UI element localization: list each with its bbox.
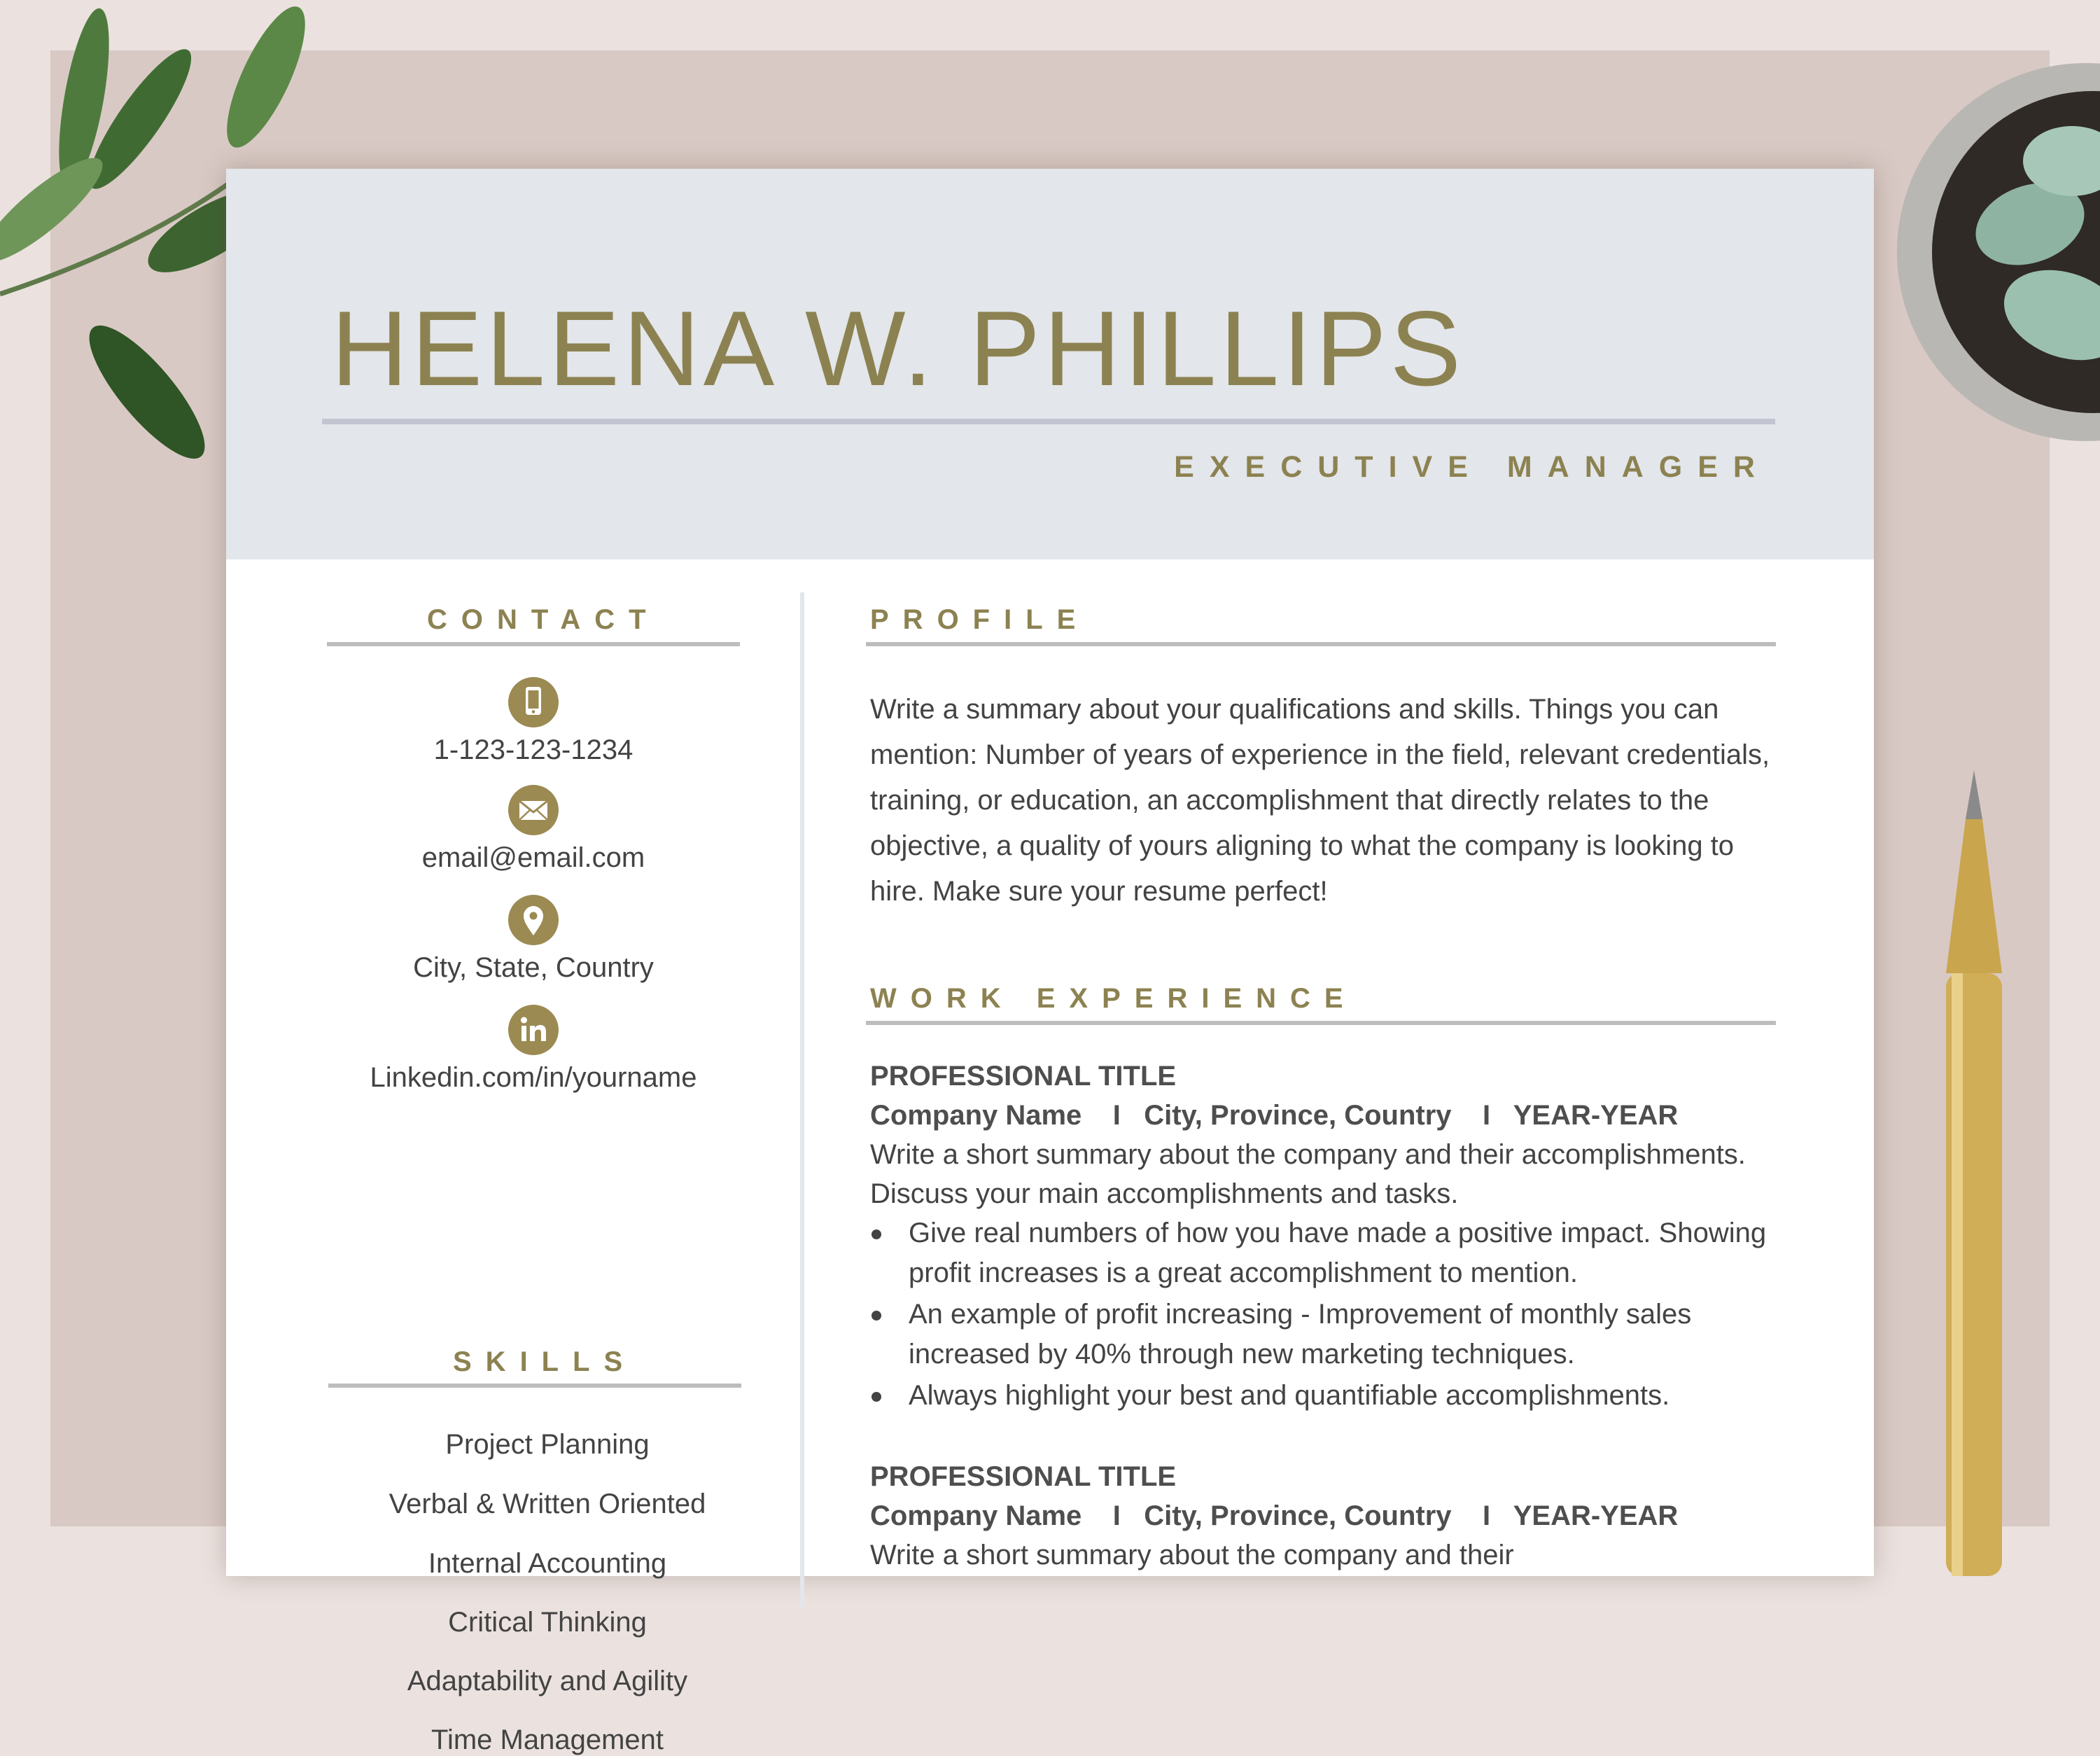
header-divider [322, 419, 1775, 424]
job-entry [870, 1057, 1780, 1417]
contact-location [327, 895, 740, 984]
skill-item: Verbal & Written Oriented [388, 1489, 706, 1519]
job-title: PROFESSIONAL TITLE [870, 1461, 1177, 1492]
column-divider [800, 592, 804, 1608]
resume-page [226, 169, 1874, 1755]
succulent-pot-decoration [1890, 84, 2100, 532]
job-summary: Write a short summary about the company and their accomplishments. Discuss your main accomplishments and tasks. [870, 1139, 1746, 1209]
job-summary: Write a short summary about the company and their [870, 1540, 1514, 1570]
resume-header [226, 169, 1874, 559]
skill-item: Adaptability and Agility [407, 1666, 688, 1696]
location-text: City, State, Country [413, 952, 654, 983]
gold-pen-decoration [1904, 763, 2044, 1576]
skill-item: Time Management [431, 1724, 664, 1755]
skills-heading: SKILLS [453, 1346, 637, 1377]
skill-item: Critical Thinking [448, 1607, 647, 1638]
skill-item: Internal Accounting [428, 1548, 667, 1579]
linkedin-icon [508, 1005, 559, 1055]
candidate-role: EXECUTIVE MANAGER [1174, 450, 1770, 484]
skill-item: Project Planning [445, 1429, 650, 1460]
bullet-item: Always highlight your best and quantifiable accomplishments. [870, 1376, 1780, 1416]
work-heading-rule [866, 1021, 1776, 1025]
profile-summary: Write a summary about your qualifications and skills. Things you can mention: Number of years of experience in the field, relevant credentials, training, or education, an accomplishment that directly relates to the objective, a quality of yours aligning to what the company is looking to hire. Make sure your resume perfect! [870, 694, 1770, 907]
email-text: email@email.com [421, 842, 645, 873]
contact-heading-rule [327, 642, 740, 646]
skills-heading-rule [328, 1384, 741, 1388]
linkedin-text: Linkedin.com/in/yourname [370, 1062, 697, 1093]
email-icon [508, 785, 559, 835]
location-pin-icon [508, 895, 559, 945]
job-bullets [870, 1213, 1780, 1416]
job-company-line: Company Name I City, Province, Country I YEAR-YEAR [870, 1500, 1679, 1531]
contact-email [327, 785, 740, 874]
phone-icon [508, 677, 559, 727]
work-experience-heading: WORK EXPERIENCE [870, 983, 1357, 1014]
bullet-item: Give real numbers of how you have made a positive impact. Showing profit increases is a great accomplishment to mention. [870, 1213, 1780, 1293]
profile-heading-rule [866, 642, 1776, 646]
profile-heading: PROFILE [870, 604, 1090, 635]
contact-phone [327, 677, 740, 766]
contact-linkedin [327, 1005, 740, 1094]
phone-text: 1-123-123-1234 [433, 734, 634, 765]
job-company-line: Company Name I City, Province, Country I YEAR-YEAR [870, 1100, 1679, 1131]
candidate-name: HELENA W. PHILLIPS [331, 289, 1465, 408]
job-title: PROFESSIONAL TITLE [870, 1061, 1177, 1092]
bullet-item: An example of profit increasing - Improvement of monthly sales increased by 40% through new marketing techniques. [870, 1295, 1780, 1374]
job-entry [870, 1457, 1780, 1575]
contact-heading: CONTACT [427, 604, 660, 635]
